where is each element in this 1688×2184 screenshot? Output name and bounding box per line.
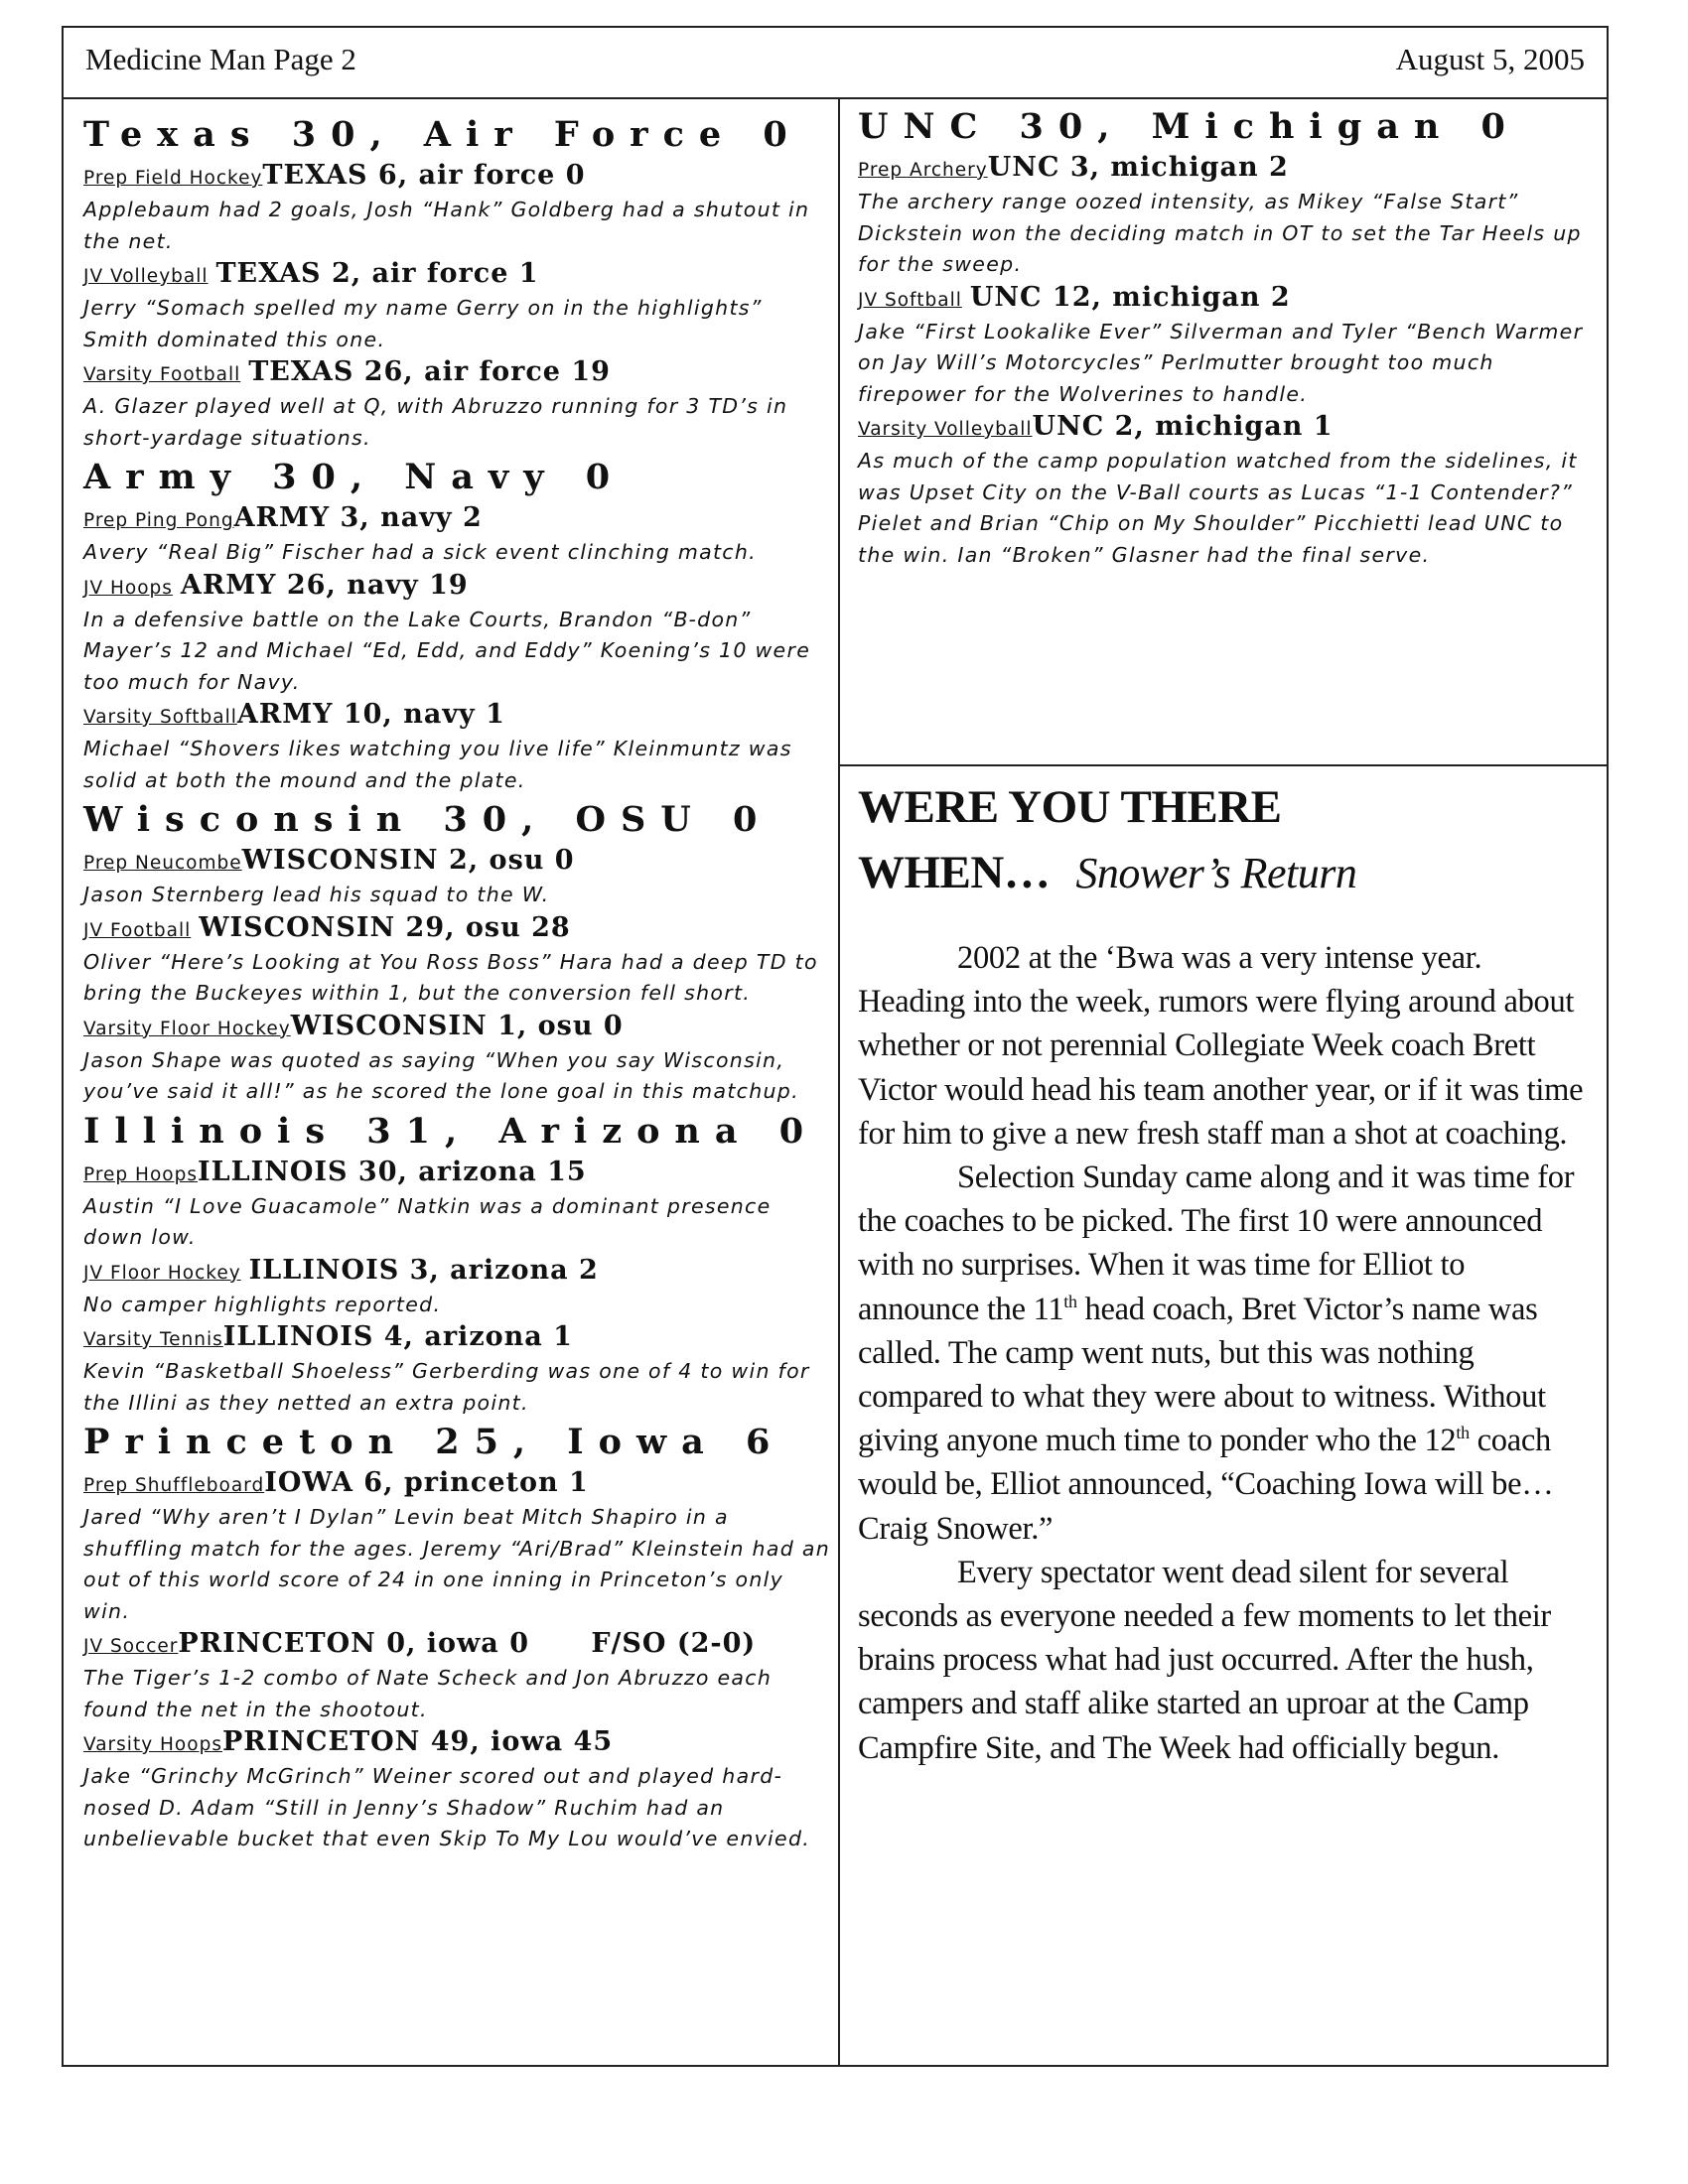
- event-score: TEXAS 26, air force 19: [248, 356, 611, 387]
- event-description: Applebaum had 2 goals, Josh “Hank” Goldberg had a shutout in the net.: [83, 198, 810, 253]
- event-result: [83, 355, 830, 391]
- event-level: Prep Shuffleboard: [83, 1475, 265, 1496]
- event-score: ARMY 3, navy 2: [233, 502, 483, 533]
- event-description: Austin “I Love Guacamole” Natkin was a dominant presence down low.: [83, 1193, 772, 1249]
- event-score: TEXAS 6, air force 0: [262, 160, 586, 191]
- event-score: ILLINOIS 30, arizona 15: [197, 1156, 587, 1187]
- event-level: Varsity Football: [83, 364, 241, 385]
- event-score: TEXAS 2, air force 1: [215, 258, 539, 289]
- event-description: Jason Shape was quoted as saying “When you say Wisconsin, you’ve said it all!” as he scored the lone goal in this matchup.: [83, 1047, 799, 1103]
- scores-column-left: [83, 111, 830, 1855]
- event-level: Varsity Hoops: [83, 1734, 222, 1755]
- event-description: Jason Sternberg lead his squad to the W.: [83, 883, 550, 906]
- game-headline: Army 30, Navy 0: [83, 457, 626, 497]
- event-level: JV Softball: [858, 289, 962, 311]
- event-level: Prep Hoops: [83, 1163, 198, 1185]
- newsletter-page-label: Medicine Man Page 2: [85, 42, 356, 76]
- event-result: [83, 1627, 830, 1663]
- event-result: [83, 1010, 830, 1045]
- page-header: [64, 28, 1607, 99]
- event-level: Varsity Volleyball: [858, 419, 1033, 440]
- event-score: ILLINOIS 4, arizona 1: [222, 1321, 573, 1352]
- event-level: Prep Field Hockey: [83, 168, 263, 189]
- event-level: Prep Ping Pong: [83, 510, 234, 531]
- event-result: [83, 911, 830, 947]
- event-level: JV Football: [83, 919, 192, 941]
- event-result: [83, 159, 830, 195]
- article-title-line1: WERE YOU THERE: [858, 781, 1282, 833]
- event-score: ILLINOIS 3, arizona 2: [248, 1254, 599, 1286]
- event-description: The Tiger’s 1-2 combo of Nate Scheck and Jon Abruzzo each found the net in the shootout.: [83, 1666, 773, 1721]
- article-body: [858, 936, 1593, 1770]
- event-level: Varsity Tennis: [83, 1329, 223, 1350]
- scores-column-right: [858, 103, 1593, 571]
- game-section: [83, 454, 830, 796]
- article-text: coach would be, Elliot announced, “Coaching Iowa will be… Craig Snower.”: [858, 1423, 1554, 1547]
- article-paragraph: [858, 1156, 1593, 1551]
- event-score: PRINCETON 0, iowa 0 F/SO (2-0): [178, 1628, 757, 1659]
- event-result: [83, 698, 830, 734]
- event-result: [83, 501, 830, 537]
- event-level: Prep Neucombe: [83, 853, 242, 874]
- ordinal-suffix: th: [1063, 1291, 1077, 1311]
- section-divider: [838, 764, 1607, 766]
- page-frame: [62, 26, 1609, 2067]
- article-text: Selection Sunday came along and it was time for the coaches to be picked. The first 10 were announced with no surprises. When it was time for Elliot to announce the 11: [858, 1160, 1575, 1327]
- event-level: Prep Archery: [858, 160, 988, 181]
- event-score: UNC 2, michigan 1: [1032, 411, 1334, 442]
- event-level: JV Hoops: [83, 577, 173, 599]
- article-title-line2: WHEN…: [858, 847, 1051, 898]
- game-section: [858, 103, 1593, 571]
- game-headline: Wisconsin 30, OSU 0: [83, 799, 773, 840]
- game-headline: Texas 30, Air Force 0: [83, 114, 802, 155]
- event-description: Kevin “Basketball Shoeless” Gerberding was one of 4 to win for the Illini as they netted an extra point.: [83, 1359, 810, 1415]
- article-subtitle: Snower’s Return: [1075, 849, 1357, 897]
- event-result: [858, 281, 1593, 317]
- issue-date: August 5, 2005: [1395, 42, 1585, 76]
- event-level: Varsity Floor Hockey: [83, 1018, 291, 1039]
- event-description: Jake “Grinchy McGrinch” Weiner scored out and played hard-nosed D. Adam “Still in Jenny’s Shadow” Ruchim had an unbelievable bucket that even Skip To My Lou would’ve envied.: [83, 1764, 811, 1850]
- game-section: [83, 1419, 830, 1855]
- event-description: No camper highlights reported.: [83, 1292, 442, 1316]
- event-score: IOWA 6, princeton 1: [264, 1467, 589, 1498]
- event-score: ARMY 10, navy 1: [236, 699, 505, 730]
- event-score: PRINCETON 49, iowa 45: [221, 1726, 614, 1757]
- game-section: [83, 1108, 830, 1420]
- game-section: [83, 111, 830, 454]
- game-headline: Princeton 25, Iowa 6: [83, 1422, 785, 1462]
- game-section: [83, 796, 830, 1108]
- event-level: JV Soccer: [83, 1636, 179, 1657]
- event-level: Varsity Softball: [83, 707, 237, 728]
- event-score: WISCONSIN 29, osu 28: [199, 911, 571, 943]
- article-paragraph: Every spectator went dead silent for several seconds as everyone needed a few moments to let their brains process what had just occurred. After the hush, campers and staff alike started an uproar at the Camp Campfire Site, and The Week had officially begun.: [858, 1554, 1551, 1766]
- event-description: Jake “First Lookalike Ever” Silverman and Tyler “Bench Warmer on Jay Will’s Motorcycles” Perlmutter brought too much firepower for the Wolverines to handle.: [858, 319, 1584, 406]
- event-score: WISCONSIN 2, osu 0: [241, 845, 575, 876]
- event-result: [83, 1466, 830, 1502]
- event-description: Jerry “Somach spelled my name Gerry on in the highlights” Smith dominated this one.: [83, 296, 763, 351]
- feature-article: [858, 774, 1593, 1770]
- event-description: A. Glazer played well at Q, with Abruzzo running for 3 TD’s in short-yardage situations.: [83, 394, 788, 450]
- event-score: WISCONSIN 1, osu 0: [290, 1010, 624, 1041]
- event-result: [83, 257, 830, 293]
- event-description: Jared “Why aren’t I Dylan” Levin beat Mitch Shapiro in a shuffling match for the ages. Jeremy “Ari/Brad” Kleinstein had an out of this world score of 24 in one inning in Princeton’s only win.: [83, 1505, 831, 1623]
- game-headline: Illinois 31, Arizona 0: [83, 1110, 819, 1152]
- event-level: JV Volleyball: [83, 266, 209, 287]
- event-result: [83, 569, 830, 605]
- event-score: ARMY 26, navy 19: [180, 569, 469, 601]
- event-description: Oliver “Here’s Looking at You Ross Boss” Hara had a deep TD to bring the Buckeyes within 1, but the conversion fell short.: [83, 949, 818, 1005]
- event-result: [858, 151, 1593, 187]
- event-score: UNC 12, michigan 2: [969, 281, 1291, 313]
- article-paragraph: 2002 at the ‘Bwa was a very intense year. Heading into the week, rumors were flying around about whether or not perennial Collegiate Week coach Brett Victor would head his team another year, or if it was time for him to give a new fresh staff man a shot at coaching.: [858, 940, 1584, 1152]
- event-level: JV Floor Hockey: [83, 1262, 241, 1284]
- event-result: [83, 1320, 830, 1356]
- game-headline: UNC 30, Michigan 0: [858, 106, 1520, 147]
- event-description: Avery “Real Big” Fischer had a sick event clinching match.: [83, 540, 757, 564]
- event-result: [83, 844, 830, 880]
- article-title: [858, 774, 1593, 906]
- event-score: UNC 3, michigan 2: [987, 152, 1289, 183]
- column-divider: [838, 99, 840, 2065]
- event-description: In a defensive battle on the Lake Courts, Brandon “B-don” Mayer’s 12 and Michael “Ed, Edd, and Eddy” Koening’s 10 were too much for Navy.: [83, 607, 811, 694]
- event-description: Michael “Shovers likes watching you live life” Kleinmuntz was solid at both the mound and the plate.: [83, 737, 792, 792]
- event-description: The archery range oozed intensity, as Mikey “False Start” Dickstein won the deciding match in OT to set the Tar Heels up for the sweep.: [858, 190, 1582, 276]
- event-result: [83, 1254, 830, 1290]
- article-text: head coach, Bret Victor’s name was called. The camp went nuts, but this was nothing compared to what they were about to witness. Without giving anyone much time to ponder who the 12: [858, 1291, 1546, 1459]
- event-result: [858, 410, 1593, 446]
- event-description: As much of the camp population watched from the sidelines, it was Upset City on the V-Ball courts as Lucas “1-1 Contender?” Pielet and Brian “Chip on My Shoulder” Picchietti lead UNC to the win. Ian “Broken” Glasner had the final serve.: [858, 449, 1578, 567]
- event-result: [83, 1156, 830, 1191]
- ordinal-suffix: th: [1456, 1423, 1470, 1443]
- event-result: [83, 1725, 830, 1761]
